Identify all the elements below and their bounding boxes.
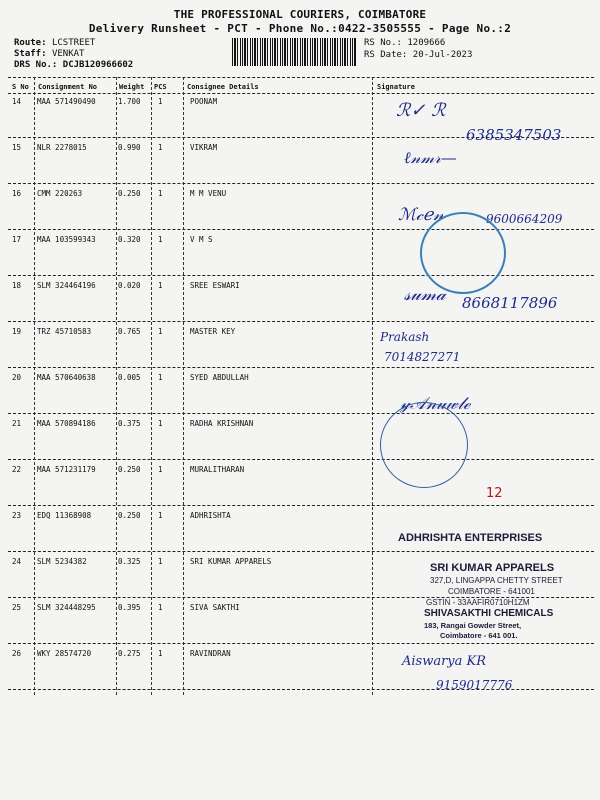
stamp-srikumar-address: 327,D, LINGAPPA CHETTY STREET [430, 576, 563, 585]
row-sno: 17 [12, 235, 22, 244]
stamp-srikumar-city: COIMBATORE - 641001 [448, 587, 535, 596]
row-consignment-no: SLM 324464196 [37, 281, 96, 290]
row-sno: 19 [12, 327, 22, 336]
row-consignee: SYED ABDULLAH [190, 373, 249, 382]
handwritten-phone-18: 8668117896 [462, 294, 558, 312]
row-consignment-no: NLR 2278015 [37, 143, 87, 152]
rs-no-label: RS No.: [364, 38, 402, 48]
row-pcs: 1 [158, 465, 163, 474]
row-sno: 26 [12, 649, 22, 658]
row-pcs: 1 [158, 603, 163, 612]
row-consignee: RADHA KRISHNAN [190, 419, 254, 428]
row-divider [8, 643, 594, 644]
company-seal [420, 212, 506, 294]
row-sno: 15 [12, 143, 22, 152]
col-header-weight: Weight [119, 83, 145, 91]
row-consignment-no: MAA 570894186 [37, 419, 96, 428]
row-pcs: 1 [158, 327, 163, 336]
handwritten-phone-19: 7014827271 [384, 350, 461, 364]
col-header-pcs: PCS [154, 83, 167, 91]
runsheet-subtitle: Delivery Runsheet - PCT - Phone No.:0422-3505555 - Page No.:2 [88, 22, 512, 35]
signature-scribble: 𝓈𝓊𝓂𝒶 [404, 284, 446, 305]
company-title: THE PROFESSIONAL COURIERS, COIMBATORE [173, 8, 427, 21]
row-sno: 24 [12, 557, 22, 566]
signature-scribble: ℛ✓ ℛ [396, 100, 446, 121]
row-consignment-no: SLM 5234382 [37, 557, 87, 566]
stamp-adhrishta: ADHRISHTA ENTERPRISES [398, 532, 543, 544]
row-weight: 1.700 [118, 97, 141, 106]
row-weight: 0.320 [118, 235, 141, 244]
row-divider [8, 275, 594, 276]
row-pcs: 1 [158, 189, 163, 198]
row-divider [8, 321, 594, 322]
row-consignee: RAVINDRAN [190, 649, 231, 658]
row-sno: 22 [12, 465, 22, 474]
table-top-rule [8, 77, 594, 78]
row-consignment-no: CMM 220263 [37, 189, 83, 198]
rs-date-value: 20-Jul-2023 [412, 50, 473, 60]
row-consignment-no: EDQ 11368908 [37, 511, 92, 520]
row-divider [8, 367, 594, 368]
row-consignment-no: MAA 571490490 [37, 97, 96, 106]
signature-scribble: ℓ𝓃𝓂𝓇— [404, 148, 457, 167]
row-consignee: MASTER KEY [190, 327, 236, 336]
rs-no-value: 1209666 [407, 38, 446, 48]
row-weight: 0.250 [118, 465, 141, 474]
row-consignment-no: MAA 571231179 [37, 465, 96, 474]
route-label: Route: [14, 38, 47, 48]
row-weight: 0.250 [118, 189, 141, 198]
drs-value: DCJB120966602 [62, 60, 134, 70]
row-consignee: SREE ESWARI [190, 281, 240, 290]
row-weight: 0.990 [118, 143, 141, 152]
route-value: LCSTREET [51, 38, 96, 48]
company-seal [380, 402, 468, 488]
row-weight: 0.325 [118, 557, 141, 566]
drs-line [14, 60, 133, 70]
staff-value: VENKAT [51, 49, 85, 59]
table-header-rule [8, 93, 594, 94]
row-pcs: 1 [158, 511, 163, 520]
row-pcs: 1 [158, 97, 163, 106]
rs-date-label: RS Date: [364, 50, 408, 60]
row-sno: 16 [12, 189, 22, 198]
stamp-sivasakthi-address: 183, Rangai Gowder Street, [424, 621, 522, 630]
row-consignee: MURALITHARAN [190, 465, 245, 474]
signature-scribble: 𝓎𝒜𝓃𝓊𝓌𝓁ℯ [400, 394, 471, 414]
row-pcs: 1 [158, 557, 163, 566]
col-header-consignment: Consignment No [38, 83, 98, 91]
row-divider [8, 551, 594, 552]
row-divider [8, 505, 594, 506]
row-pcs: 1 [158, 281, 163, 290]
handwritten-mark-23: 12 [486, 486, 503, 501]
row-consignee: V M S [190, 235, 213, 244]
handwritten-phone-26: 9159017776 [436, 678, 513, 692]
col-header-sno: S No [12, 83, 29, 91]
row-consignee: M M VENU [190, 189, 227, 198]
row-consignee: POONAM [190, 97, 218, 106]
route-line [14, 38, 95, 48]
rs-date-line [364, 50, 472, 60]
handwritten-name-19: Prakash [380, 330, 430, 344]
row-sno: 14 [12, 97, 22, 106]
row-pcs: 1 [158, 373, 163, 382]
row-weight: 0.020 [118, 281, 141, 290]
row-weight: 0.375 [118, 419, 141, 428]
row-sno: 25 [12, 603, 22, 612]
row-consignment-no: TRZ 45710583 [37, 327, 92, 336]
row-consignment-no: MAA 570640638 [37, 373, 96, 382]
row-weight: 0.250 [118, 511, 141, 520]
handwritten-phone-14: 6385347503 [466, 126, 562, 144]
row-divider [8, 229, 594, 230]
staff-line [14, 49, 84, 59]
row-divider [8, 183, 594, 184]
row-consignment-no: SLM 324448295 [37, 603, 96, 612]
drs-label: DRS No.: [14, 60, 58, 70]
rs-no-line [364, 38, 445, 48]
stamp-sivasakthi-name: SHIVASAKTHI CHEMICALS [424, 608, 554, 619]
row-weight: 0.005 [118, 373, 141, 382]
stamp-srikumar-gst: GSTIN - 33AAFIR0710H1ZM [426, 598, 530, 607]
row-sno: 18 [12, 281, 22, 290]
row-divider [8, 459, 594, 460]
stamp-srikumar-name: SRI KUMAR APPARELS [430, 562, 555, 574]
row-pcs: 1 [158, 235, 163, 244]
row-sno: 20 [12, 373, 22, 382]
signature-scribble: ℳ𝒸ℯ𝓃 [398, 205, 444, 225]
row-sno: 23 [12, 511, 22, 520]
row-sno: 21 [12, 419, 22, 428]
row-pcs: 1 [158, 143, 163, 152]
row-weight: 0.395 [118, 603, 141, 612]
barcode [232, 38, 356, 66]
row-consignment-no: WKY 28574720 [37, 649, 92, 658]
row-weight: 0.765 [118, 327, 141, 336]
handwritten-name-26: Aiswarya KR [402, 654, 487, 669]
col-header-signature: Signature [377, 83, 415, 91]
row-pcs: 1 [158, 649, 163, 658]
row-consignment-no: MAA 103599343 [37, 235, 96, 244]
staff-label: Staff: [14, 49, 47, 59]
handwritten-phone-16: 9600664209 [486, 212, 563, 226]
row-weight: 0.275 [118, 649, 141, 658]
row-consignee: ADHRISHTA [190, 511, 231, 520]
row-pcs: 1 [158, 419, 163, 428]
row-divider [8, 413, 594, 414]
row-consignee: VIKRAM [190, 143, 218, 152]
col-header-consignee: Consignee Details [187, 83, 259, 91]
row-consignee: SIVA SAKTHI [190, 603, 240, 612]
stamp-sivasakthi-city: Coimbatore - 641 001. [440, 631, 518, 640]
row-consignee: SRI KUMAR APPARELS [190, 557, 272, 566]
